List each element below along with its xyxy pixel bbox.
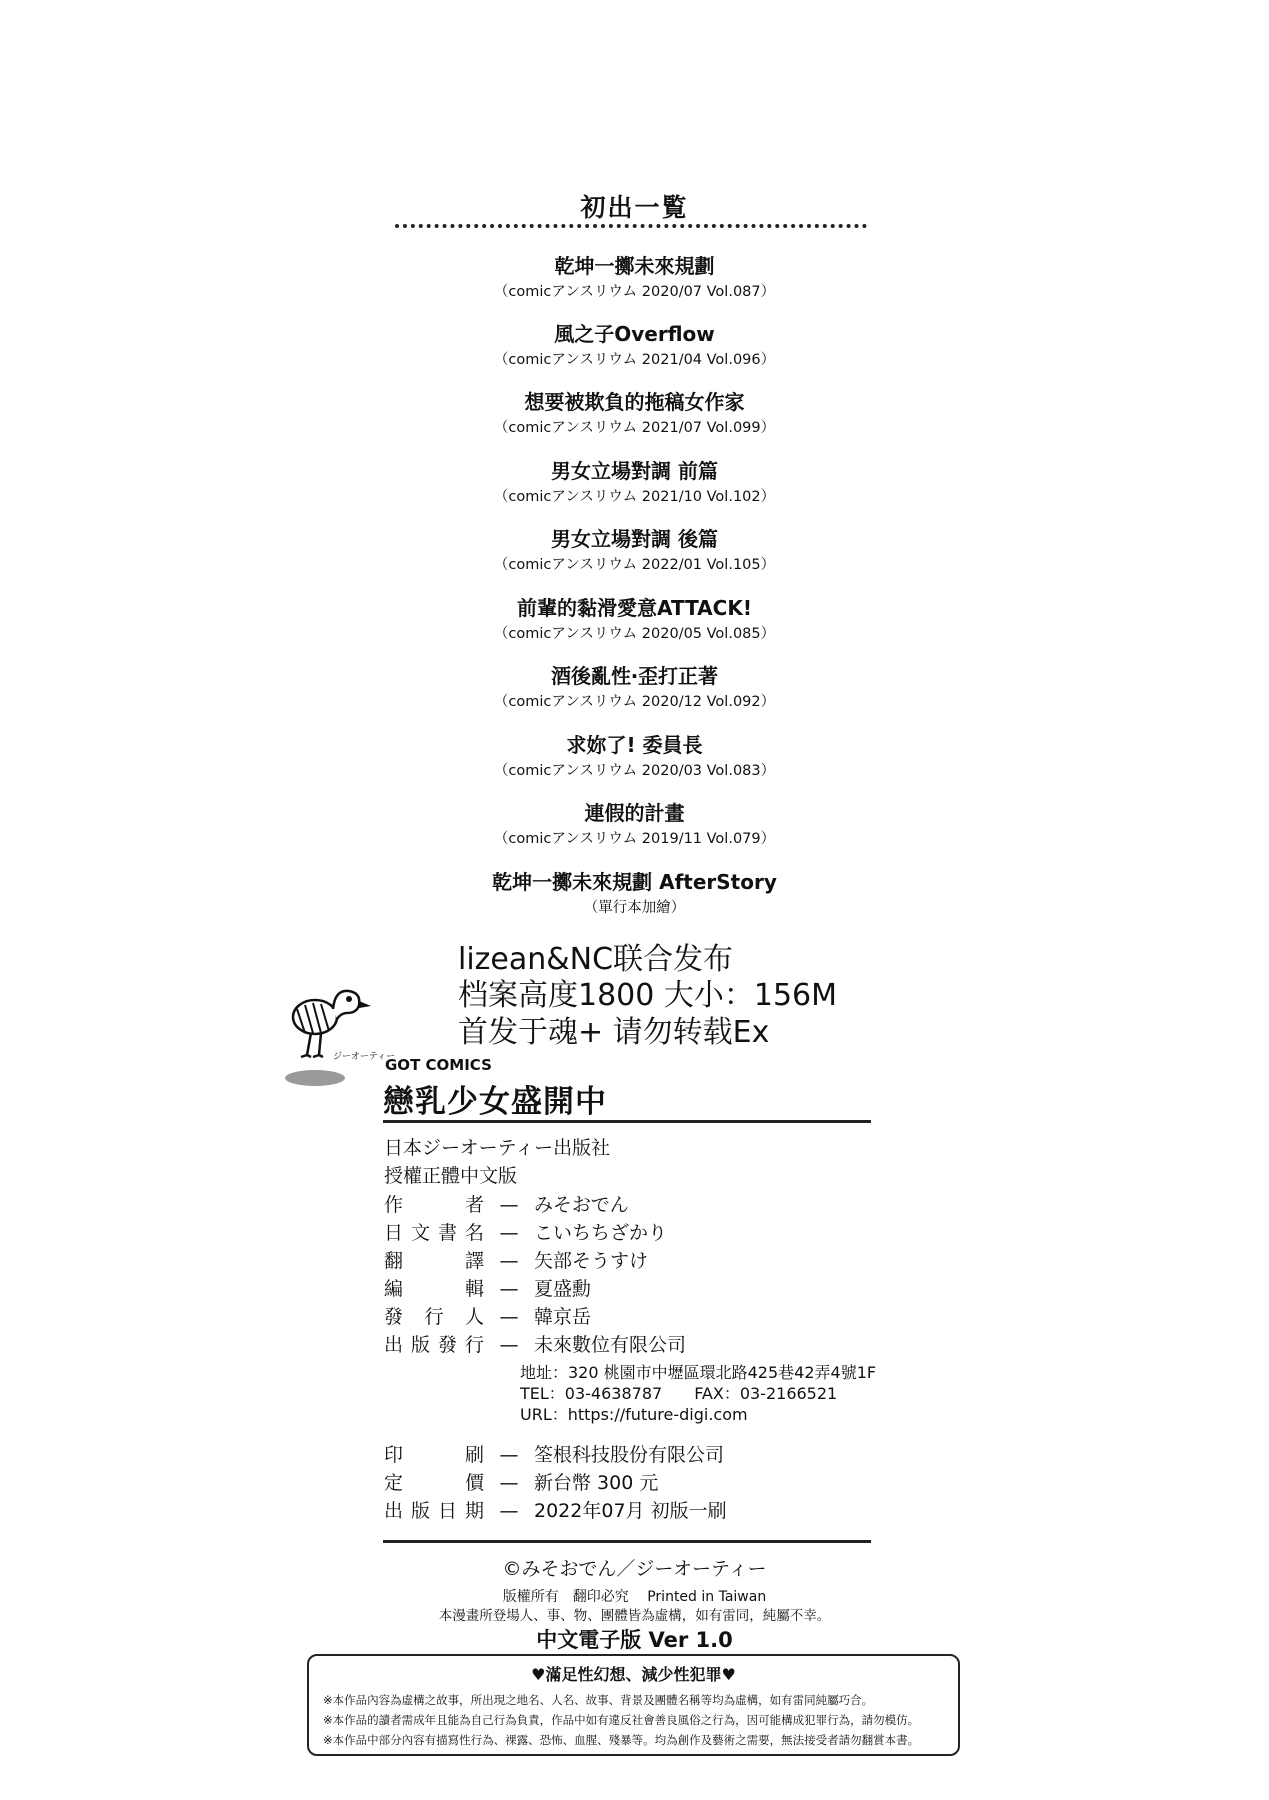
work-title: 男女立場對調 後篇 (551, 527, 718, 551)
publisher-phone: TEL：03-4638787 FAX：03-2166521 (520, 1384, 838, 1403)
work-source: （單行本加繪） (583, 900, 686, 916)
credit-row (384, 1496, 727, 1523)
credit-value: 矢部そうすけ (534, 1250, 649, 1272)
divider (383, 1120, 871, 1123)
credit-dash: — (499, 1250, 519, 1272)
work-title: 想要被欺負的拖稿女作家 (524, 390, 745, 414)
bird-logo-icon (275, 975, 396, 1090)
credit-value: 夏盛勳 (534, 1278, 592, 1300)
work-source: （comicアンスリウム 2022/01 Vol.105） (493, 557, 776, 573)
work-source: （comicアンスリウム 2020/07 Vol.087） (493, 284, 776, 300)
credit-label: 出版日期 (384, 1500, 484, 1522)
credit-row (384, 1468, 658, 1495)
notice-item: ※本作品的讀者需成年且能為自己行為負責，作品中如有違反社會善良風俗之行為，因可能構成犯罪行為，請勿模仿。 (323, 1713, 920, 1727)
credit-label: 日文書名 (384, 1222, 484, 1244)
work-source: （comicアンスリウム 2021/10 Vol.102） (493, 489, 776, 505)
work-source: （comicアンスリウム 2020/03 Vol.083） (493, 763, 776, 779)
logo-caption: ジーオーティー (333, 1052, 396, 1062)
work-title: 酒後亂性‧歪打正著 (551, 664, 718, 688)
work-source: （comicアンスリウム 2021/04 Vol.096） (493, 352, 776, 368)
credit-dash: — (499, 1306, 519, 1328)
credit-row (384, 1440, 724, 1467)
credit-label: 印刷 (384, 1444, 484, 1466)
watermark-line: 档案高度1800 大小：156M (458, 978, 838, 1013)
credit-value: 未來數位有限公司 (534, 1334, 687, 1356)
credit-value: 新台幣 300 元 (534, 1472, 659, 1494)
credit-row (384, 1302, 591, 1329)
work-title: 連假的計畫 (584, 801, 685, 825)
credit-dash: — (499, 1444, 519, 1466)
work-title: 求妳了! 委員長 (566, 733, 703, 757)
credit-row (384, 1190, 629, 1217)
book-title: 戀乳少女盛開中 (383, 1084, 607, 1120)
credit-dash: — (499, 1472, 519, 1494)
credit-dash: — (499, 1334, 519, 1356)
work-source: （comicアンスリウム 2019/11 Vol.079） (493, 831, 776, 847)
credit-label: 編輯 (384, 1278, 484, 1300)
credit-label: 出版發行 (384, 1334, 484, 1356)
notice-heading: ♥滿足性幻想、減少性犯罪♥ (531, 1665, 736, 1684)
toc-title: 初出一覧 (580, 193, 689, 222)
credit-value: 2022年07月 初版一刷 (534, 1500, 727, 1522)
watermark-line: lizean&NC联合发布 (458, 942, 734, 977)
work-title: 乾坤一擲未來規劃 AfterStory (492, 870, 777, 894)
credit-row (384, 1218, 667, 1245)
credit-dash: — (499, 1278, 519, 1300)
credit-dash: — (499, 1500, 519, 1522)
credit-value: 筌根科技股份有限公司 (534, 1444, 725, 1466)
work-title: 前輩的黏滑愛意ATTACK! (517, 596, 752, 620)
notice-item: ※本作品中部分內容有描寫性行為、裸露、恐怖、血腥、殘暴等。均為創作及藝術之需要，無法接受者請勿翻賞本書。 (323, 1733, 920, 1747)
notice-item: ※本作品內容為虛構之故事，所出現之地名、人名、故事、背景及團體名稱等均為虛構，如有雷同純屬巧合。 (323, 1693, 874, 1707)
work-title: 風之子Overflow (554, 322, 715, 346)
credit-dash: — (499, 1222, 519, 1244)
credit-row (384, 1274, 591, 1301)
publisher-url: URL：https://future-digi.com (520, 1405, 748, 1424)
publisher-name: 日本ジーオーティー出版社 (384, 1137, 611, 1159)
credit-value: こいちちざかり (534, 1222, 668, 1244)
notice-box (307, 1654, 960, 1756)
credit-row (384, 1330, 686, 1357)
credit-value: 韓京岳 (534, 1306, 592, 1328)
work-source: （comicアンスリウム 2021/07 Vol.099） (493, 420, 776, 436)
work-title: 乾坤一擲未來規劃 (554, 254, 715, 278)
work-source: （comicアンスリウム 2020/05 Vol.085） (493, 626, 776, 642)
credit-row (384, 1246, 648, 1273)
imprint-label: GOT COMICS (385, 1056, 492, 1074)
credit-dash: — (499, 1194, 519, 1216)
work-source: （comicアンスリウム 2020/12 Vol.092） (493, 694, 776, 710)
divider (383, 1540, 871, 1543)
copyright-line: ©みそおでん／ジーオーティー (502, 1558, 767, 1580)
credit-label: 定價 (384, 1472, 484, 1494)
publisher-address: 地址：320 桃園市中壢區環北路425巷42弄4號1F (520, 1363, 877, 1382)
credit-label: 作者 (384, 1194, 484, 1216)
work-title: 男女立場對調 前篇 (551, 459, 718, 483)
license-line: 授權正體中文版 (384, 1165, 518, 1187)
credit-value: みそおでん (534, 1194, 629, 1216)
edition-label: 中文電子版 Ver 1.0 (536, 1628, 733, 1652)
dotted-divider (395, 224, 867, 228)
rights-line: 版權所有 翻印必究 Printed in Taiwan (502, 1589, 767, 1605)
watermark-line: 首发于魂+ 请勿转载Ex (458, 1015, 770, 1050)
credit-label: 翻譯 (384, 1250, 484, 1272)
credit-label: 發行人 (384, 1306, 484, 1328)
disclaimer-line: 本漫畫所登場人、事、物、團體皆為虛構，如有雷同，純屬不幸。 (438, 1608, 831, 1624)
